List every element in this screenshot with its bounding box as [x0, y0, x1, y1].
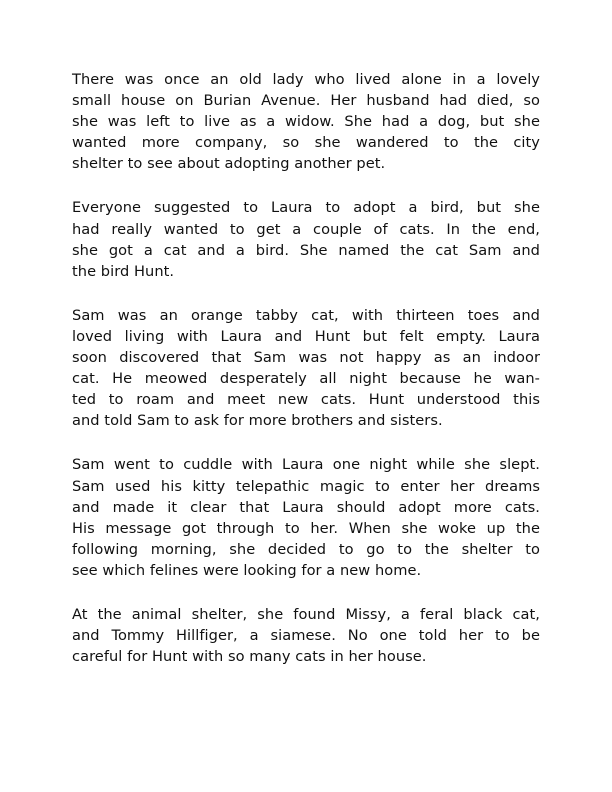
- story-text: [72, 69, 540, 690]
- paragraph-line: she got a cat and a bird. She named the cat Sam and: [72, 241, 540, 259]
- paragraph-line: There was once an old lady who lived alone in a lovely: [72, 71, 540, 88]
- paragraph-line: At the animal shelter, she found Missy, a feral black cat,: [72, 605, 540, 623]
- paragraph-line: following morning, she decided to go to the shelter to: [72, 540, 540, 558]
- paragraph-line: Sam used his kitty telepathic magic to enter her dreams: [72, 477, 540, 495]
- paragraph-line: and made it clear that Laura should adopt more cats.: [72, 498, 540, 516]
- paragraph-4: [72, 454, 540, 581]
- paragraph-line: shelter to see about adopting another pet.: [72, 155, 386, 173]
- paragraph-line: see which felines were looking for a new home.: [72, 561, 422, 579]
- paragraph-line: had really wanted to get a couple of cats. In the end,: [72, 220, 540, 238]
- paragraph-line: loved living with Laura and Hunt but felt empty. Laura: [72, 327, 540, 345]
- paragraph-line: cat. He meowed desperately all night because he wan-: [72, 370, 540, 388]
- paragraph-line: His message got through to her. When she woke up the: [72, 519, 540, 537]
- paragraph-1: [72, 69, 540, 174]
- paragraph-3: [72, 305, 540, 432]
- paragraph-line: soon discovered that Sam was not happy as an indoor: [72, 349, 540, 367]
- paragraph-5: [72, 604, 540, 667]
- paragraph-line: wanted more company, so she wandered to the city: [72, 134, 540, 152]
- paragraph-line: Sam went to cuddle with Laura one night while she slept.: [72, 456, 540, 474]
- paragraph-line: and Tommy Hillfiger, a siamese. No one told her to be: [72, 627, 540, 645]
- paragraph-line: Sam was an orange tabby cat, with thirteen toes and: [72, 306, 540, 324]
- paragraph-line: ted to roam and meet new cats. Hunt understood this: [72, 391, 540, 409]
- paragraph-2: [72, 197, 540, 281]
- paragraph-line: she was left to live as a widow. She had a dog, but she: [72, 113, 540, 131]
- paragraph-line: the bird Hunt.: [72, 262, 175, 280]
- paragraph-line: Everyone suggested to Laura to adopt a bird, but she: [72, 199, 540, 217]
- paragraph-line: and told Sam to ask for more brothers and sisters.: [72, 412, 443, 430]
- paragraph-line: small house on Burian Avenue. Her husband had died, so: [72, 92, 540, 110]
- paragraph-line: careful for Hunt with so many cats in her house.: [72, 648, 427, 666]
